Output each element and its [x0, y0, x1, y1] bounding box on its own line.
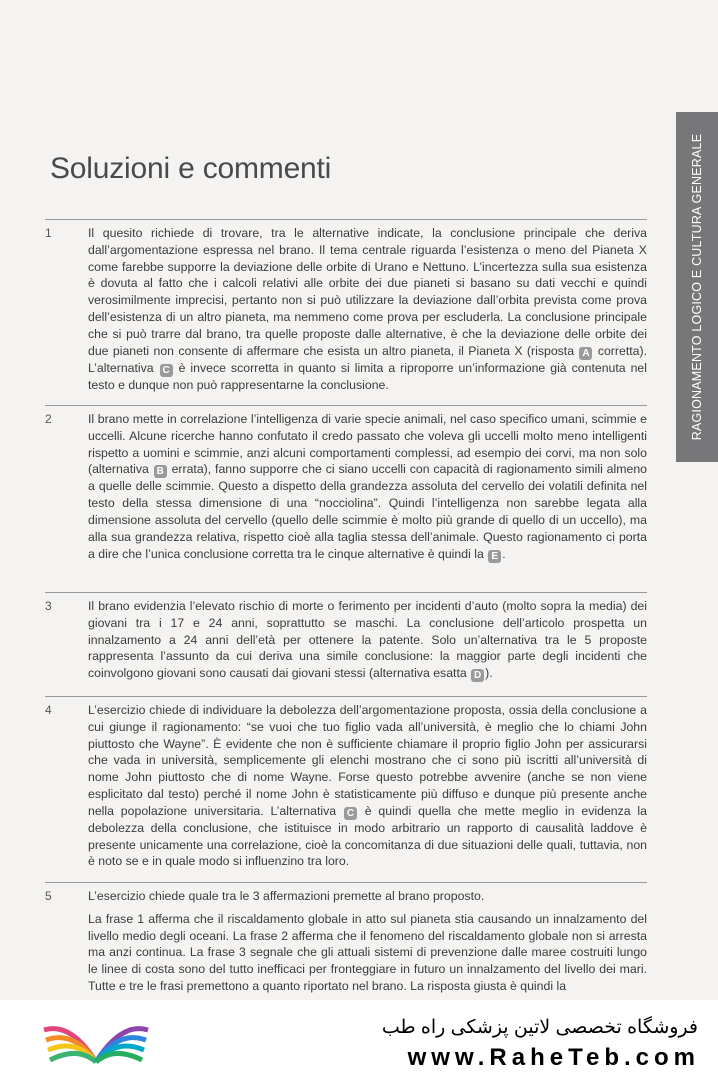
solution-text: [88, 225, 647, 393]
answer-badge: B: [154, 465, 167, 478]
book-logo-icon: [36, 1012, 156, 1074]
solution-text: [88, 598, 647, 682]
solution-item-1: [45, 219, 647, 399]
solution-number: 4: [45, 703, 52, 717]
solution-number: 1: [45, 226, 52, 240]
solution-text-part: L’esercizio chiede di individuare la debolezza dell’argomentazione proposta, ossia della conclusione a cui giunge il ragionamento: “se vuoi che tuo figlio vada all’università, è meglio che lo chiami John piuttosto che Wayne”. È evidente che non è sufficiente chiamare il proprio figlio John per assicurarsi che vada in università, semplicemente gli elenchi mostrano che ci sono più iscritti all’università di nome John piuttosto che di nome Wayne. Forse questo potrebbe avvenire (anche se non viene esplicitato dal testo) perché il nome John è statisticamente più diffuso e dunque più presente anche nella popolazione universitaria. L’alternativa: [88, 703, 647, 818]
solution-text-part: è invece scorretta in quanto si limita a riproporre un’informazione già contenuta nel testo e dunque non può rappresentarne la conclusione.: [88, 360, 648, 392]
solution-text-part: è quindi quella che mette meglio in evidenza la debolezza della conclusione, che istituisce in modo arbitrario un rapporto di causalità laddove è presente unicamente una correlazione, cioè la concomitanza di due situazioni delle quali, tuttavia, non è noto se e in quale modo si influenzino tra loro.: [88, 803, 647, 869]
solution-number: 3: [45, 599, 52, 613]
solution-text: [88, 702, 647, 870]
answer-badge: C: [344, 807, 357, 820]
solution-number: 5: [45, 889, 52, 903]
solution-text-part: corretta). L’alternativa: [88, 343, 648, 375]
store-url: www.RaheTeb.com: [407, 1044, 700, 1071]
answer-badge: A: [579, 347, 592, 360]
solution-item-3: [45, 592, 647, 688]
solution-paragraph: La frase 1 afferma che il riscaldamento globale in atto sul pianeta stia causando un innalzamento del livello medio degli oceani. La frase 2 afferma che il fenomeno del riscaldamento globale non si arresta ma anzi continua. La frase 3 segnale che gli attuali sistemi di prevenzione dalle maree costruiti lungo le linee di costa sono del tutto inefficaci per fronteggiare in futuro un innalzamento del livello dei mari. Tutte e tre le frasi premettono a quanto riportato nel brano. La risposta giusta è quindi la: [88, 911, 647, 993]
solution-text-part: .: [502, 546, 506, 561]
solution-text: [88, 411, 647, 563]
solution-item-5: [45, 882, 647, 1001]
solution-text-part: errata), fanno supporre che ci siano uccelli con capacità di ragionamento simili almeno a quelle delle scimmie. Questo a dispetto della grandezza assoluta del cervello dei volatili definita nel testo della stessa dimensione di una “nocciolina”. Quindi l’intelligenza non sarebbe legata alla dimensione assoluta del cervello (quello delle scimmie è molto più grande di quello di un uccello), ma alla sua grandezza relativa, rispetto cioè alla taglia stessa dell’animale. Questo ragionamento ci porta a dire che l’unica conclusione corretta tra le cinque alternative è quindi la: [88, 462, 648, 561]
solution-item-2: [45, 405, 647, 569]
solution-text-part: ).: [485, 666, 493, 681]
answer-badge: D: [471, 669, 484, 682]
page-title: Soluzioni e commenti: [50, 152, 332, 185]
section-side-tab: [676, 112, 718, 462]
solution-text-part: Il brano mette in correlazione l’intelligenza di varie specie animali, nel caso specifico umani, scimmie e uccelli. Alcune ricerche hanno confutato il credo passato che voleva gli uccelli molto meno intelligenti rispetto a uomini e scimmie, anzi alcuni comportamenti complessi, ad esempio dei corvi, ma non solo (alternativa: [88, 412, 647, 477]
solution-intro: L’esercizio chiede quale tra le 3 affermazioni premette al brano proposto.: [88, 889, 485, 903]
solution-text-part: Il quesito richiede di trovare, tra le alternative indicate, la conclusione principale che deriva dall’argomentazione espressa nel brano. Il tema centrale riguarda l’esistenza o meno del Pianeta X come farebbe supporre la deviazione delle orbite di Urano e Nettuno. L’incertezza sulla sua esistenza è dovuta al fatto che i calcoli relativi alle orbite dei due pianeti si basano su dati vecchi e quindi verosimilmente imprecisi, pertanto non si può utilizzare la deviazione dall’orbita prevista come prova dell’esistenza di un altro pianeta, ma nemmeno come prova per escluderla. La conclusione principale che si può trarre dal brano, tra quelle proposte dalle alternative, è che la deviazione delle orbite dei due pianeti non consente di affermare che esista un altro pianeta, il Pianeta X (risposta: [88, 226, 647, 358]
answer-badge: C: [160, 364, 173, 377]
solution-text: [88, 888, 647, 995]
footer-banner: [0, 1000, 718, 1080]
side-tab-label: RAGIONAMENTO LOGICO E CULTURA GENERALE: [690, 133, 704, 441]
store-name: فروشگاه تخصصی لاتین پزشکی راه طب: [381, 1017, 698, 1038]
solution-number: 2: [45, 412, 52, 426]
answer-badge: E: [488, 550, 501, 563]
solution-text-part: Il brano evidenzia l’elevato rischio di morte o ferimento per incidenti d’auto (molto sopra la media) dei giovani tra i 17 e 24 anni, soprattutto se maschi. La conclusione dell’articolo prospetta un innalzamento a 24 anni dell’età per ottenere la patente. Solo un’alternativa tra le 5 proposte rappresenta l’assunto da cui deriva una simile conclusione: la maggior parte degli incidenti che coinvolgono giovani sono causati dai giovani stessi (alternativa esatta: [88, 599, 647, 681]
solution-item-4: [45, 696, 647, 876]
